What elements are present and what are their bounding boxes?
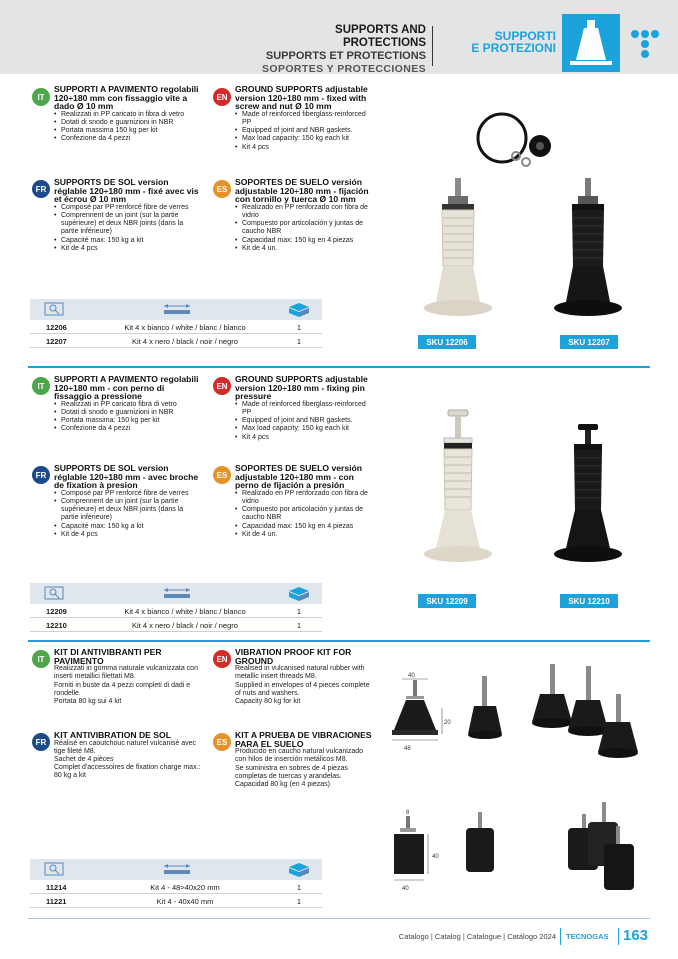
bullet: • Kit de 4 un.	[235, 245, 375, 253]
bullet: • Composé par PP renforcé fibre de verres	[54, 204, 202, 212]
table-row	[30, 320, 322, 334]
badge-fr: FR	[32, 733, 50, 751]
description-icon	[162, 862, 192, 881]
section1-es-title: SOPORTES DE SUELO versión adjustable 120÷180 mm - fijación con tornillo y tuerca Ø 10 mm	[235, 177, 369, 205]
sku-label: SKU 12207	[560, 335, 618, 349]
bullet: • Max load capacity: 150 kg each kit	[235, 135, 375, 143]
bullet: • Kit de 4 pcs	[54, 245, 202, 253]
bullet: • Comprennent de un joint (sur la partie supérieure) et deux NBR joints (dans la partie inférieure)	[54, 212, 202, 237]
bullet: • Confezione da 4 pezzi	[54, 135, 202, 143]
section2-es-bullets	[235, 490, 375, 539]
text-line: Realised in vulcanised natural rubber with metallic insert threads M8.	[235, 665, 365, 681]
row-qty: 1	[296, 883, 302, 892]
text-line: Complet d'accessoires de fixation charge max.: 80 kg a kit	[54, 764, 201, 780]
section1-en-bullets	[235, 111, 375, 152]
bullet: • Equipped of joint and NBR gaskets.	[235, 417, 375, 425]
cylindrical-mount-drawing	[388, 806, 456, 896]
spec-table-header	[30, 299, 322, 320]
section2-spec-table	[30, 583, 322, 632]
row-desc: Kit 4 - 48>40x20 mm	[150, 883, 220, 892]
conical-mount-drawing	[388, 668, 456, 756]
bullet: • Dotati di snodo e guarnizioni in NBR	[54, 409, 202, 417]
brand-dots-logo	[630, 28, 660, 58]
row-code: 11221	[46, 897, 67, 906]
section1-es-text	[235, 178, 375, 253]
footer-catalog-label: Catalogo | Catalog | Catalogue | Catálogo 2024	[398, 932, 556, 941]
section2-en-bullets	[235, 401, 375, 442]
table-row	[30, 604, 322, 618]
section1-spec-table	[30, 299, 322, 348]
text-line: Portata 80 kg sui 4 kit	[54, 698, 122, 705]
bullet: • Compuesto por articolación y juntas de caucho NBR	[235, 506, 375, 522]
section3-es-text	[235, 731, 375, 789]
row-desc: Kit 4 x bianco / white / blanc / blanco	[124, 607, 246, 616]
dim-height-label: 20	[444, 720, 451, 726]
section2-en-text	[235, 375, 375, 442]
black-pin-support-image	[548, 402, 628, 572]
text-line: Supplied in envelopes of 4 pieces complete of nuts and washers.	[235, 681, 370, 697]
row-code: 11214	[46, 883, 67, 892]
bullet: • Realizado en PP renforzado con fibra de vidrio	[235, 490, 375, 506]
spec-table-header	[30, 859, 322, 880]
section2-fr-bullets	[54, 490, 202, 539]
section1-fr-title: SUPPORTS DE SOL version réglable 120÷180 mm - fixé avec vis et écrou Ø 10 mm	[54, 177, 199, 205]
table-row	[30, 880, 322, 894]
badge-it: IT	[32, 650, 50, 668]
product-code-icon	[44, 862, 64, 881]
section2-it-text	[54, 375, 202, 434]
gasket-kit-image	[470, 108, 560, 168]
text-line: Realizzati in gomma naturale vulcanizzata con inserti metallici filettati M8.	[54, 665, 198, 681]
bullet: • Kit de 4 pcs	[54, 531, 202, 539]
bullet: • Realizzati in PP caricato in fibra di vetro	[54, 111, 202, 119]
description-icon	[162, 586, 192, 605]
section1-fr-text	[54, 178, 202, 253]
bullet: • Capacidad max: 150 kg en 4 piezas	[235, 523, 375, 531]
section3-en-title: VIBRATION PROOF KIT FOR GROUND	[235, 647, 352, 666]
header-titles	[250, 24, 426, 76]
header-title-fr: SUPPORTS ET PROTECTIONS	[265, 50, 426, 62]
table-row	[30, 894, 322, 908]
row-qty: 1	[296, 607, 302, 616]
section2-es-text	[235, 464, 375, 539]
badge-es: ES	[213, 466, 231, 484]
section1-fr-bullets	[54, 204, 202, 253]
section2-it-title: SUPPORTI A PAVIMENTO regolabili 120÷180 mm - con perno di fissaggio a pressione	[54, 374, 199, 402]
dim-top-label: 40	[408, 673, 415, 679]
section2-fr-text	[54, 464, 202, 539]
badge-en: EN	[213, 377, 231, 395]
row-code: 12209	[46, 607, 67, 616]
category-line-2: E PROTEZIONI	[471, 41, 556, 55]
row-qty: 1	[296, 621, 302, 630]
section3-fr-body	[54, 740, 202, 781]
bullet: • Composé par PP renforcé fibre de verres	[54, 490, 202, 498]
sku-label: SKU 12209	[418, 594, 476, 608]
bullet: • Realizzati in PP caricato fibra di vetro	[54, 401, 202, 409]
conical-mounts-photo	[468, 660, 648, 760]
table-row	[30, 334, 322, 348]
row-desc: Kit 4 x nero / black / noir / negro	[132, 337, 238, 346]
text-line: Se suministra en sobres de 4 piezas completas de tuercas y arandelas.	[235, 764, 348, 780]
bullet: • Made of reinforced fiberglass-reinforced PP	[235, 111, 375, 127]
category-line-1: SUPPORTI	[494, 29, 556, 43]
product-code-icon	[44, 302, 64, 321]
section2-en-title: GROUND SUPPORTS adjustable version 120÷180 mm - fixing pin pressure	[235, 374, 368, 402]
section2-fr-title: SUPPORTS DE SOL version réglable 120÷180 mm - avec broche de fixation à presion	[54, 463, 199, 491]
bullet: • Portata massima: 150 kg per kit	[54, 417, 202, 425]
row-desc: Kit 4 x nero / black / noir / negro	[132, 621, 238, 630]
bullet: • Comprennent de un joint (sur la partie supérieure) et deux NBR joints (dans la partie inférieure)	[54, 498, 202, 523]
dim-base-label-b: 40	[402, 886, 409, 892]
badge-it: IT	[32, 88, 50, 106]
dim-thread-label: 8	[406, 810, 410, 816]
cylindrical-mounts-photo	[458, 800, 648, 900]
bullet: • Kit 4 pcs	[235, 434, 375, 442]
section3-es-title: KIT A PRUEBA DE VIBRACIONES PARA EL SUELO	[235, 730, 372, 749]
section3-fr-text	[54, 731, 202, 781]
bullet: • Kit de 4 un.	[235, 531, 375, 539]
footer-divider	[618, 928, 619, 945]
bullet: • Dotati di snodo e guarnizioni in NBR	[54, 119, 202, 127]
footer-brand: TECNOGAS	[566, 932, 609, 941]
page-number: 163	[623, 927, 649, 944]
row-code: 12210	[46, 621, 67, 630]
badge-en: EN	[213, 650, 231, 668]
product-code-icon	[44, 586, 64, 605]
bullet: • Capacité max: 150 kg a kit	[54, 237, 202, 245]
row-code: 12206	[46, 323, 67, 332]
bullet: • Compuesto por articolación y juntas de caucho NBR	[235, 220, 375, 236]
text-line: Forniti in buste da 4 pezzi completi di dadi e rondelle.	[54, 681, 191, 697]
section3-it-text	[54, 648, 202, 706]
section2-es-title: SOPORTES DE SUELO versión adjustable 120÷180 mm - con perno de fijación a presión	[235, 463, 363, 491]
row-desc: Kit 4 - 40x40 mm	[156, 897, 214, 906]
row-code: 12207	[46, 337, 67, 346]
section3-it-body	[54, 665, 202, 706]
bullet: • Capacité max: 150 kg a kit	[54, 523, 202, 531]
text-line: Capacity 80 kg for kit	[235, 698, 301, 705]
footer-divider	[560, 928, 561, 945]
header-category	[460, 30, 556, 54]
badge-it: IT	[32, 377, 50, 395]
section1-en-text	[235, 85, 375, 152]
section3-en-body	[235, 665, 375, 706]
row-qty: 1	[296, 323, 302, 332]
header-divider	[432, 26, 433, 66]
bullet: • Max load capacity: 150 kg each kit	[235, 425, 375, 433]
description-icon	[162, 302, 192, 321]
dim-base-label: 48	[404, 746, 411, 752]
white-support-image	[418, 178, 498, 320]
section1-it-bullets	[54, 111, 202, 144]
text-line: Réalisé en caoutchouc naturel vulcanisé avec tige fileté M8.	[54, 739, 197, 755]
section1-it-title: SUPPORTI A PAVIMENTO regolabili 120÷180 mm con fissaggio vite a dado Ø 10 mm	[54, 84, 199, 112]
badge-es: ES	[213, 733, 231, 751]
spec-table-header	[30, 583, 322, 604]
section-divider	[28, 640, 650, 642]
section3-en-text	[235, 648, 375, 706]
page-header	[0, 0, 678, 74]
dim-height-label-b: 40	[432, 854, 439, 860]
header-title-es: SOPORTES Y PROTECCIONES	[261, 63, 426, 75]
row-qty: 1	[296, 337, 302, 346]
section3-it-title: KIT DI ANTIVIBRANTI PER PAVIMENTO	[54, 647, 162, 666]
badge-es: ES	[213, 180, 231, 198]
bullet: • Made of reinforced fiberglass-reinforced PP	[235, 401, 375, 417]
text-line: Sachet de 4 pièces	[54, 756, 114, 763]
section1-es-bullets	[235, 204, 375, 253]
sku-label: SKU 12206	[418, 335, 476, 349]
row-desc: Kit 4 x bianco / white / blanc / blanco	[124, 323, 246, 332]
bullet: • Equipped of joint and NBR gaskets.	[235, 127, 375, 135]
badge-fr: FR	[32, 466, 50, 484]
section2-it-bullets	[54, 401, 202, 434]
supports-category-icon	[562, 14, 620, 72]
bullet: • Portata massima 150 kg per kit	[54, 127, 202, 135]
table-row	[30, 618, 322, 632]
section1-it-text	[54, 85, 202, 144]
sku-label: SKU 12210	[560, 594, 618, 608]
row-qty: 1	[296, 897, 302, 906]
white-pin-support-image	[418, 402, 498, 572]
footer-rule	[28, 918, 650, 919]
badge-en: EN	[213, 88, 231, 106]
bullet: • Kit 4 pcs	[235, 144, 375, 152]
section1-en-title: GROUND SUPPORTS adjustable version 120÷180 mm - fixed with screw and nut Ø 10 mm	[235, 84, 368, 112]
header-title-en: SUPPORTS AND PROTECTIONS	[335, 24, 426, 49]
section-divider	[28, 366, 650, 368]
bullet: • Realizado en PP renforzado con fibra de vidrio	[235, 204, 375, 220]
section3-fr-title: KIT ANTIVIBRATION DE SOL	[54, 730, 171, 740]
section3-spec-table	[30, 859, 322, 908]
section3-es-body	[235, 748, 375, 789]
bullet: • Capacidad max: 150 kg en 4 piezas	[235, 237, 375, 245]
text-line: Producido en caucho natural vulcanizado con hilos de inserción metálicos M8.	[235, 748, 364, 764]
bullet: • Confezione da 4 pezzi	[54, 425, 202, 433]
text-line: Capacidad 80 kg (en 4 piezas)	[235, 781, 330, 788]
badge-fr: FR	[32, 180, 50, 198]
black-support-image	[548, 178, 628, 320]
